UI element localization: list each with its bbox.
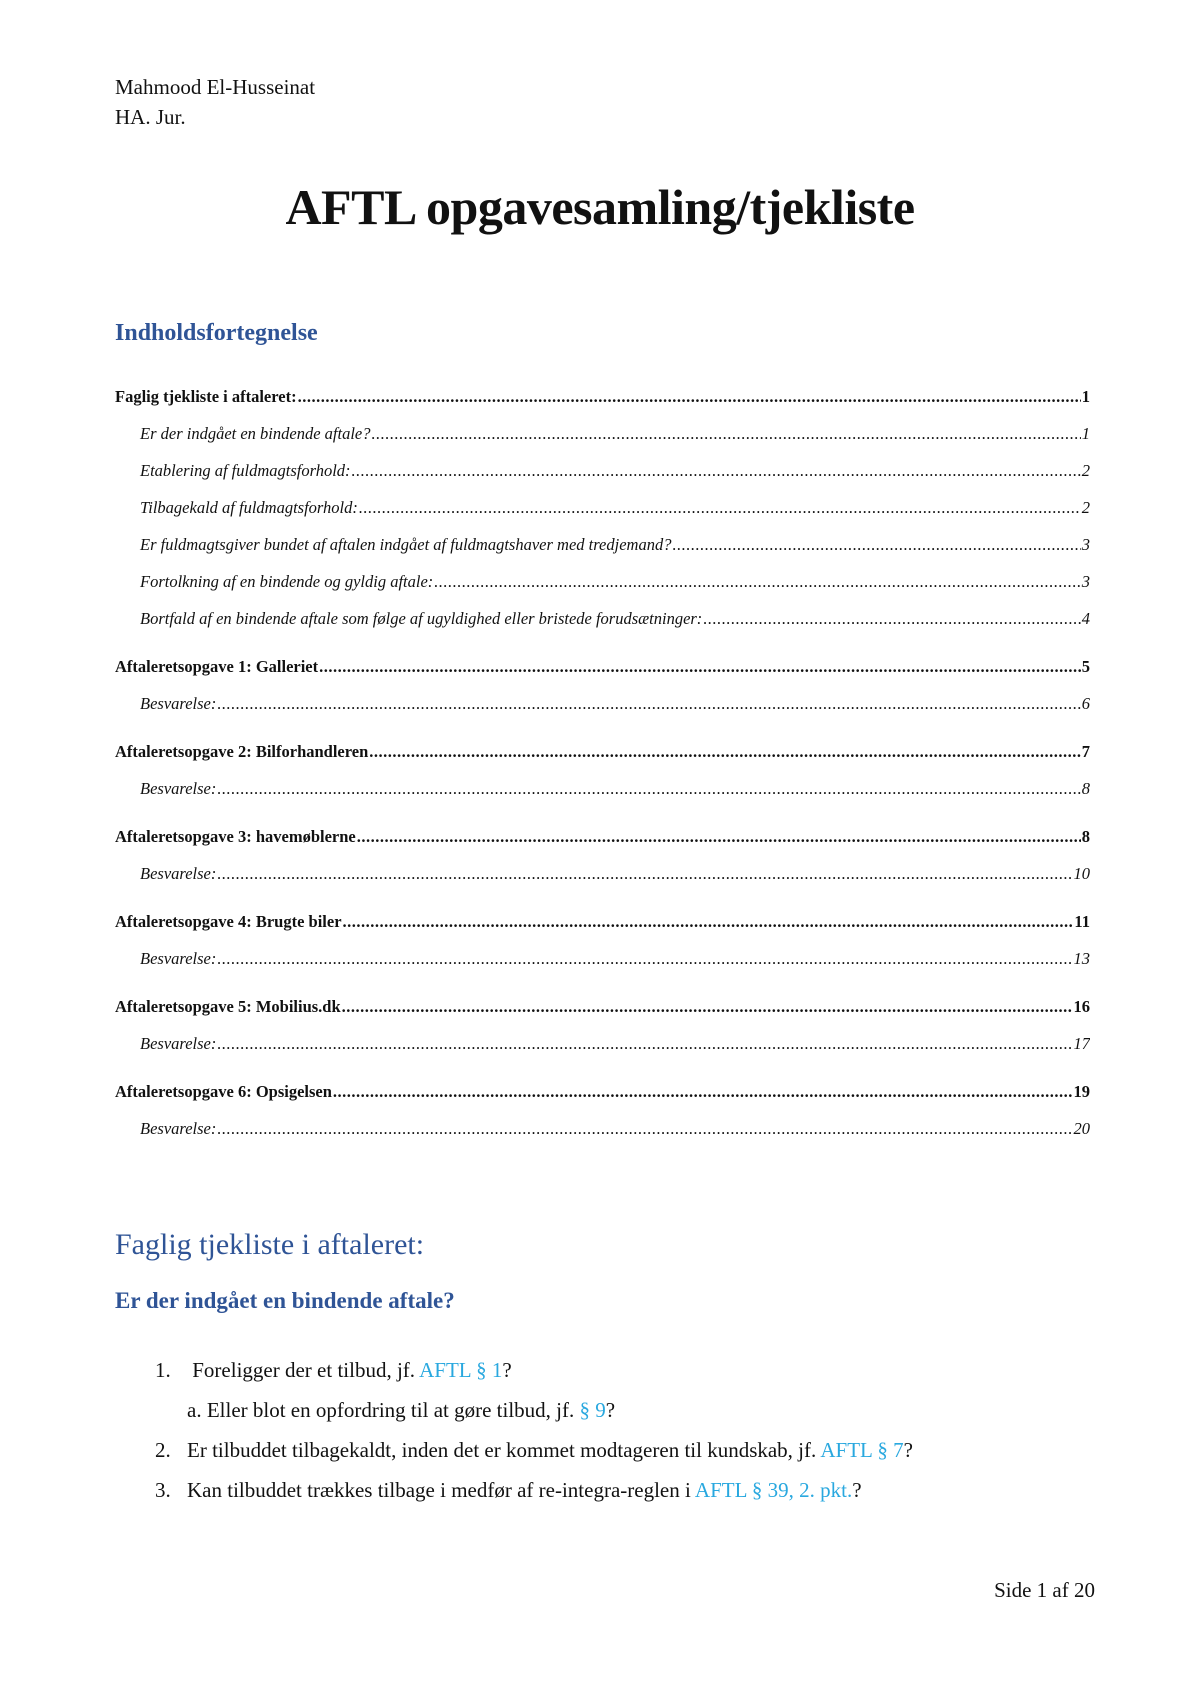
toc-entry[interactable] [115,685,1090,722]
toc-leader-dots [319,648,1081,685]
toc-entry-page: 2 [1081,461,1090,480]
list-item-text-before: Kan tilbuddet trækkes tilbage i medfør af re-integra-reglen i [187,1478,695,1502]
toc-leader-dots [217,1025,1072,1062]
toc-entry[interactable] [115,415,1090,452]
toc-entry[interactable] [115,903,1090,940]
toc-leader-dots [372,415,1081,452]
toc-entry-title: Aftaleretsopgave 2: Bilforhandleren [115,742,369,761]
toc-entry[interactable] [115,600,1090,637]
toc-entry-title: Besvarelse: [140,779,217,798]
toc-entry[interactable] [115,988,1090,1025]
toc-entry-page: 8 [1081,827,1090,846]
toc-entry[interactable] [115,733,1090,770]
toc-leader-dots [357,818,1081,855]
toc-entry-page: 3 [1081,572,1090,591]
toc-entry-title: Besvarelse: [140,949,217,968]
toc-entry-page: 1 [1081,387,1090,406]
list-item-text [187,1430,913,1470]
toc-leader-dots [298,378,1081,415]
checklist [115,1350,1095,1510]
toc-entry[interactable] [115,770,1090,807]
toc-entry[interactable] [115,940,1090,977]
table-of-contents [115,378,1090,1147]
list-item [115,1470,1095,1510]
list-item [115,1430,1095,1470]
toc-entry[interactable] [115,563,1090,600]
toc-entry-page: 8 [1081,779,1090,798]
toc-leader-dots [217,685,1080,722]
toc-entry[interactable] [115,648,1090,685]
toc-entry-page: 5 [1081,657,1090,676]
toc-entry-title: Er der indgået en bindende aftale? [140,424,371,443]
list-item-text-before: a. Eller blot en opfordring til at gøre tilbud, jf. [187,1398,580,1422]
list-item-text [187,1470,862,1510]
law-reference-link[interactable]: AFTL § 7 [820,1438,904,1462]
toc-entry[interactable] [115,1110,1090,1147]
toc-entry-page: 3 [1081,535,1090,554]
section-heading: Faglig tjekliste i aftaleret: [115,1228,425,1261]
section-subheading: Er der indgået en bindende aftale? [115,1288,455,1313]
toc-entry-page: 7 [1081,742,1090,761]
law-reference-link[interactable]: § 9 [579,1398,606,1422]
list-item-text-before: Foreligger der et tilbud, jf. [187,1358,420,1382]
page-number: Side 1 af 20 [994,1578,1095,1602]
toc-entry-title: Faglig tjekliste i aftaleret: [115,387,297,406]
toc-entry[interactable] [115,855,1090,892]
toc-entry-page: 16 [1073,997,1090,1016]
toc-leader-dots [343,903,1074,940]
toc-leader-dots [333,1073,1073,1110]
toc-leader-dots [217,940,1072,977]
toc-leader-dots [217,1110,1072,1147]
toc-entry-page: 4 [1081,609,1090,628]
toc-heading: Indholdsfortegnelse [115,320,318,346]
toc-entry-title: Besvarelse: [140,1034,217,1053]
toc-entry-title: Aftaleretsopgave 6: Opsigelsen [115,1082,332,1101]
list-item-text-after: ? [852,1478,862,1502]
toc-leader-dots [672,526,1080,563]
toc-leader-dots [342,988,1073,1025]
program-name: HA. Jur. [115,105,186,129]
toc-entry-page: 19 [1073,1082,1090,1101]
list-item-text-before: Er tilbuddet tilbagekaldt, inden det er kommet modtageren til kundskab, jf. [187,1438,821,1462]
list-item-text-after: ? [605,1398,616,1422]
list-item-number: 2. [155,1438,171,1462]
toc-entry-title: Besvarelse: [140,694,217,713]
list-item-text [187,1350,512,1390]
law-reference-link[interactable]: AFTL § 1 [419,1358,503,1382]
toc-entry-page: 6 [1081,694,1090,713]
toc-leader-dots [703,600,1080,637]
law-reference-link[interactable]: AFTL § 39, 2. pkt. [694,1478,853,1502]
toc-entry-page: 13 [1073,949,1090,968]
toc-leader-dots [434,563,1080,600]
list-item-text-after: ? [903,1438,913,1462]
toc-entry-page: 11 [1074,912,1090,931]
list-item [115,1390,1095,1430]
toc-entry[interactable] [115,452,1090,489]
toc-entry[interactable] [115,1025,1090,1062]
toc-entry-title: Besvarelse: [140,864,217,883]
toc-entry-title: Aftaleretsopgave 5: Mobilius.dk [115,997,341,1016]
toc-entry-title: Besvarelse: [140,1119,217,1138]
toc-entry-page: 20 [1073,1119,1090,1138]
toc-leader-dots [359,489,1081,526]
toc-entry-title: Aftaleretsopgave 1: Galleriet [115,657,319,676]
toc-entry-title: Aftaleretsopgave 4: Brugte biler [115,912,342,931]
list-item-text [187,1390,615,1430]
list-item-number: 1. [155,1358,171,1382]
toc-entry[interactable] [115,489,1090,526]
toc-entry-page: 1 [1081,424,1090,443]
toc-entry[interactable] [115,526,1090,563]
toc-entry-title: Tilbagekald af fuldmagtsforhold: [140,498,358,517]
toc-entry-title: Etablering af fuldmagtsforhold: [140,461,351,480]
toc-entry-title: Er fuldmagtsgiver bundet af aftalen indgået af fuldmagtshaver med tredjemand? [140,535,672,554]
document-header [115,72,315,132]
toc-entry[interactable] [115,378,1090,415]
toc-entry-title: Bortfald af en bindende aftale som følge af ugyldighed eller bristede forudsætninger: [140,609,703,628]
toc-entry-title: Aftaleretsopgave 3: havemøblerne [115,827,356,846]
toc-leader-dots [217,770,1080,807]
author-name: Mahmood El-Husseinat [115,75,316,99]
toc-leader-dots [217,855,1072,892]
toc-leader-dots [352,452,1081,489]
list-item [115,1350,1095,1390]
toc-entry-page: 17 [1073,1034,1090,1053]
toc-entry-title: Fortolkning af en bindende og gyldig aftale: [140,572,434,591]
document-title: AFTL opgavesamling/tjekliste [285,179,915,235]
list-item-text-after: ? [502,1358,512,1382]
toc-entry[interactable] [115,818,1090,855]
toc-entry-page: 10 [1073,864,1090,883]
toc-leader-dots [369,733,1080,770]
toc-entry[interactable] [115,1073,1090,1110]
toc-entry-page: 2 [1081,498,1090,517]
list-item-number: 3. [155,1478,171,1502]
